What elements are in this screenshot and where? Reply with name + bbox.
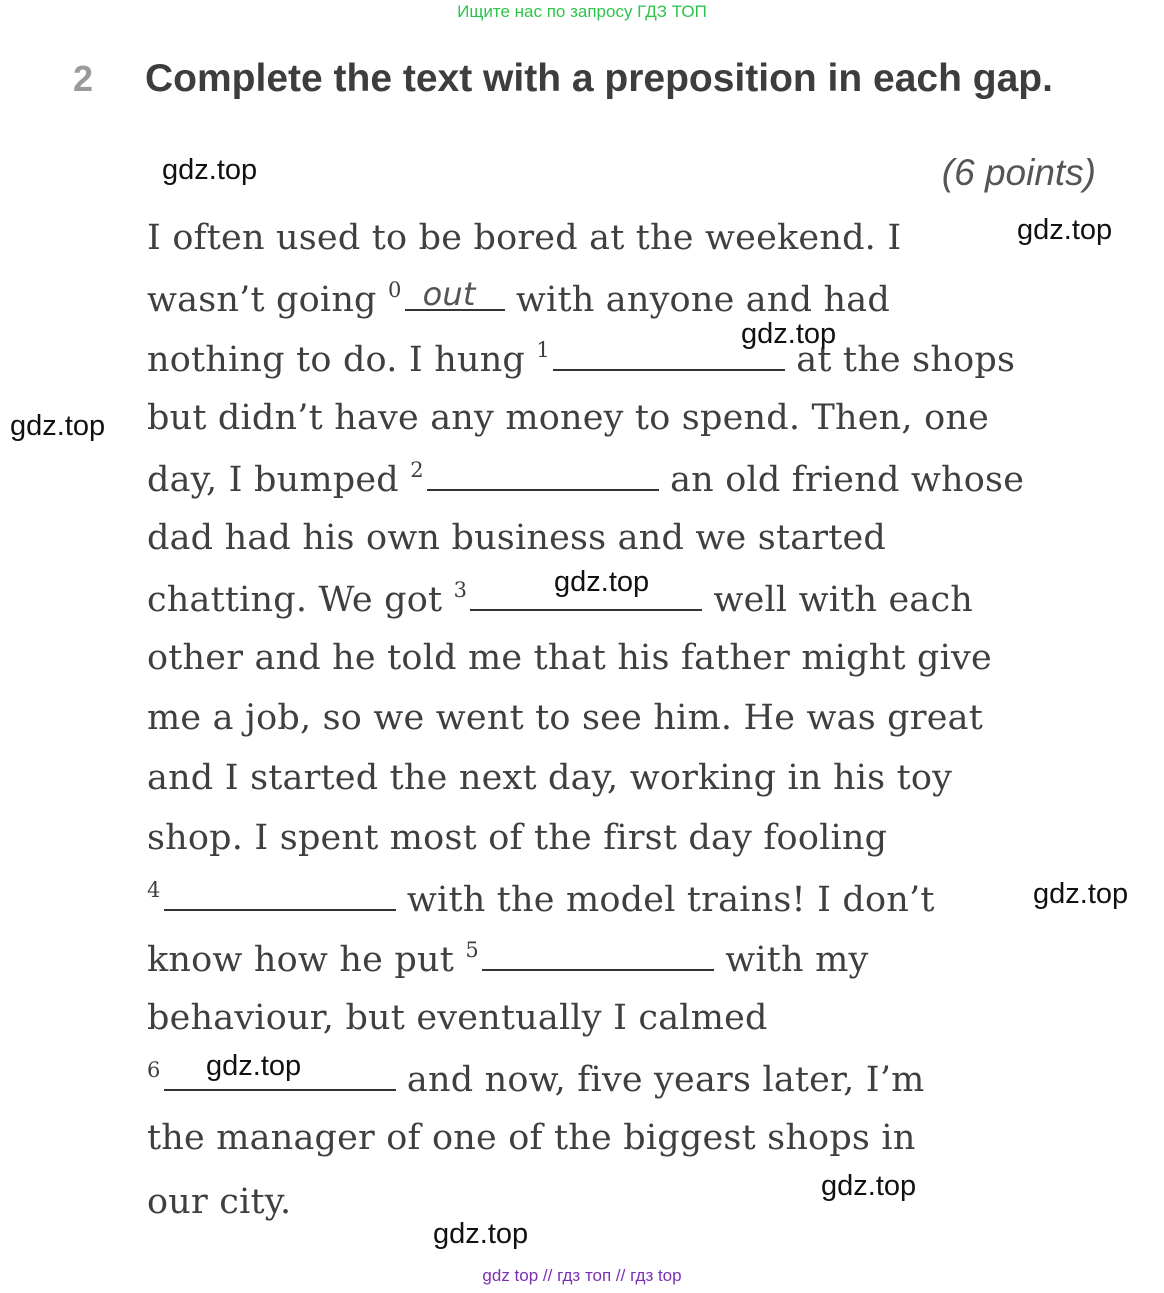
text-line-6: dad had his own business and we started (147, 518, 887, 558)
task-points: (6 points) (941, 152, 1096, 193)
watermark: gdz.top (1017, 214, 1113, 246)
text-line-1: I often used to be bored at the weekend. I (147, 218, 902, 258)
text-line-10: and I started the next day, working in his toy (147, 758, 953, 798)
text-fragment: with the model trains! I don’t (406, 880, 935, 920)
text-line-3 (147, 338, 1015, 380)
watermark: gdz.top (433, 1218, 529, 1250)
text-fragment: nothing to do. I hung (147, 340, 526, 380)
top-banner-link[interactable]: Ищите нас по запросу ГДЗ ТОП (457, 2, 707, 21)
watermark: gdz.top (741, 318, 837, 350)
watermark: gdz.top (162, 154, 258, 186)
gap-0-answer-field[interactable] (405, 275, 505, 313)
gap-number: 4 (147, 878, 161, 902)
watermark: gdz.top (10, 410, 106, 442)
text-line-9: me a job, so we went to see him. He was great (147, 698, 983, 738)
watermark: gdz.top (1033, 878, 1129, 910)
text-line-11: shop. I spent most of the first day fooling (147, 818, 888, 858)
gap-number: 6 (147, 1058, 161, 1082)
text-fragment: with anyone and had (515, 280, 890, 320)
gap-4-answer-field[interactable] (164, 883, 396, 911)
text-line-13 (147, 938, 868, 980)
text-fragment: wasn’t going (147, 280, 377, 320)
text-fragment: at the shops (796, 340, 1016, 380)
text-line-2 (147, 275, 890, 320)
handwritten-answer: out (422, 275, 476, 313)
gap-number: 1 (536, 338, 550, 362)
watermark: gdz.top (554, 566, 650, 598)
text-fragment: know how he put (147, 940, 454, 980)
gap-5-answer-field[interactable] (482, 943, 714, 971)
text-line-17: our city. (147, 1182, 292, 1222)
watermark: gdz.top (821, 1170, 917, 1202)
task-heading: Complete the text with a preposition in each gap. (145, 57, 1053, 100)
text-line-8: other and he told me that his father might give (147, 638, 992, 678)
text-fragment: an old friend whose (670, 460, 1025, 500)
watermark: gdz.top (206, 1050, 302, 1082)
footer-links[interactable]: gdz top // гдз топ // гдз top (482, 1266, 682, 1285)
text-line-4: but didn’t have any money to spend. Then, one (147, 398, 989, 438)
gap-number: 5 (465, 938, 479, 962)
text-fragment: and now, five years later, I’m (406, 1060, 925, 1100)
text-fragment: with my (725, 940, 869, 980)
text-fragment: day, I bumped (147, 460, 399, 500)
text-fragment: well with each (713, 580, 974, 620)
gap-number: 0 (388, 278, 402, 302)
gap-2-answer-field[interactable] (427, 463, 659, 491)
gap-number: 2 (410, 458, 424, 482)
text-line-16: the manager of one of the biggest shops in (147, 1118, 916, 1158)
text-fragment: chatting. We got (147, 580, 443, 620)
text-line-12 (147, 878, 935, 920)
text-line-5 (147, 458, 1024, 500)
text-line-14: behaviour, but eventually I calmed (147, 998, 768, 1038)
gap-number: 3 (453, 578, 468, 602)
task-number: 2 (73, 58, 94, 99)
